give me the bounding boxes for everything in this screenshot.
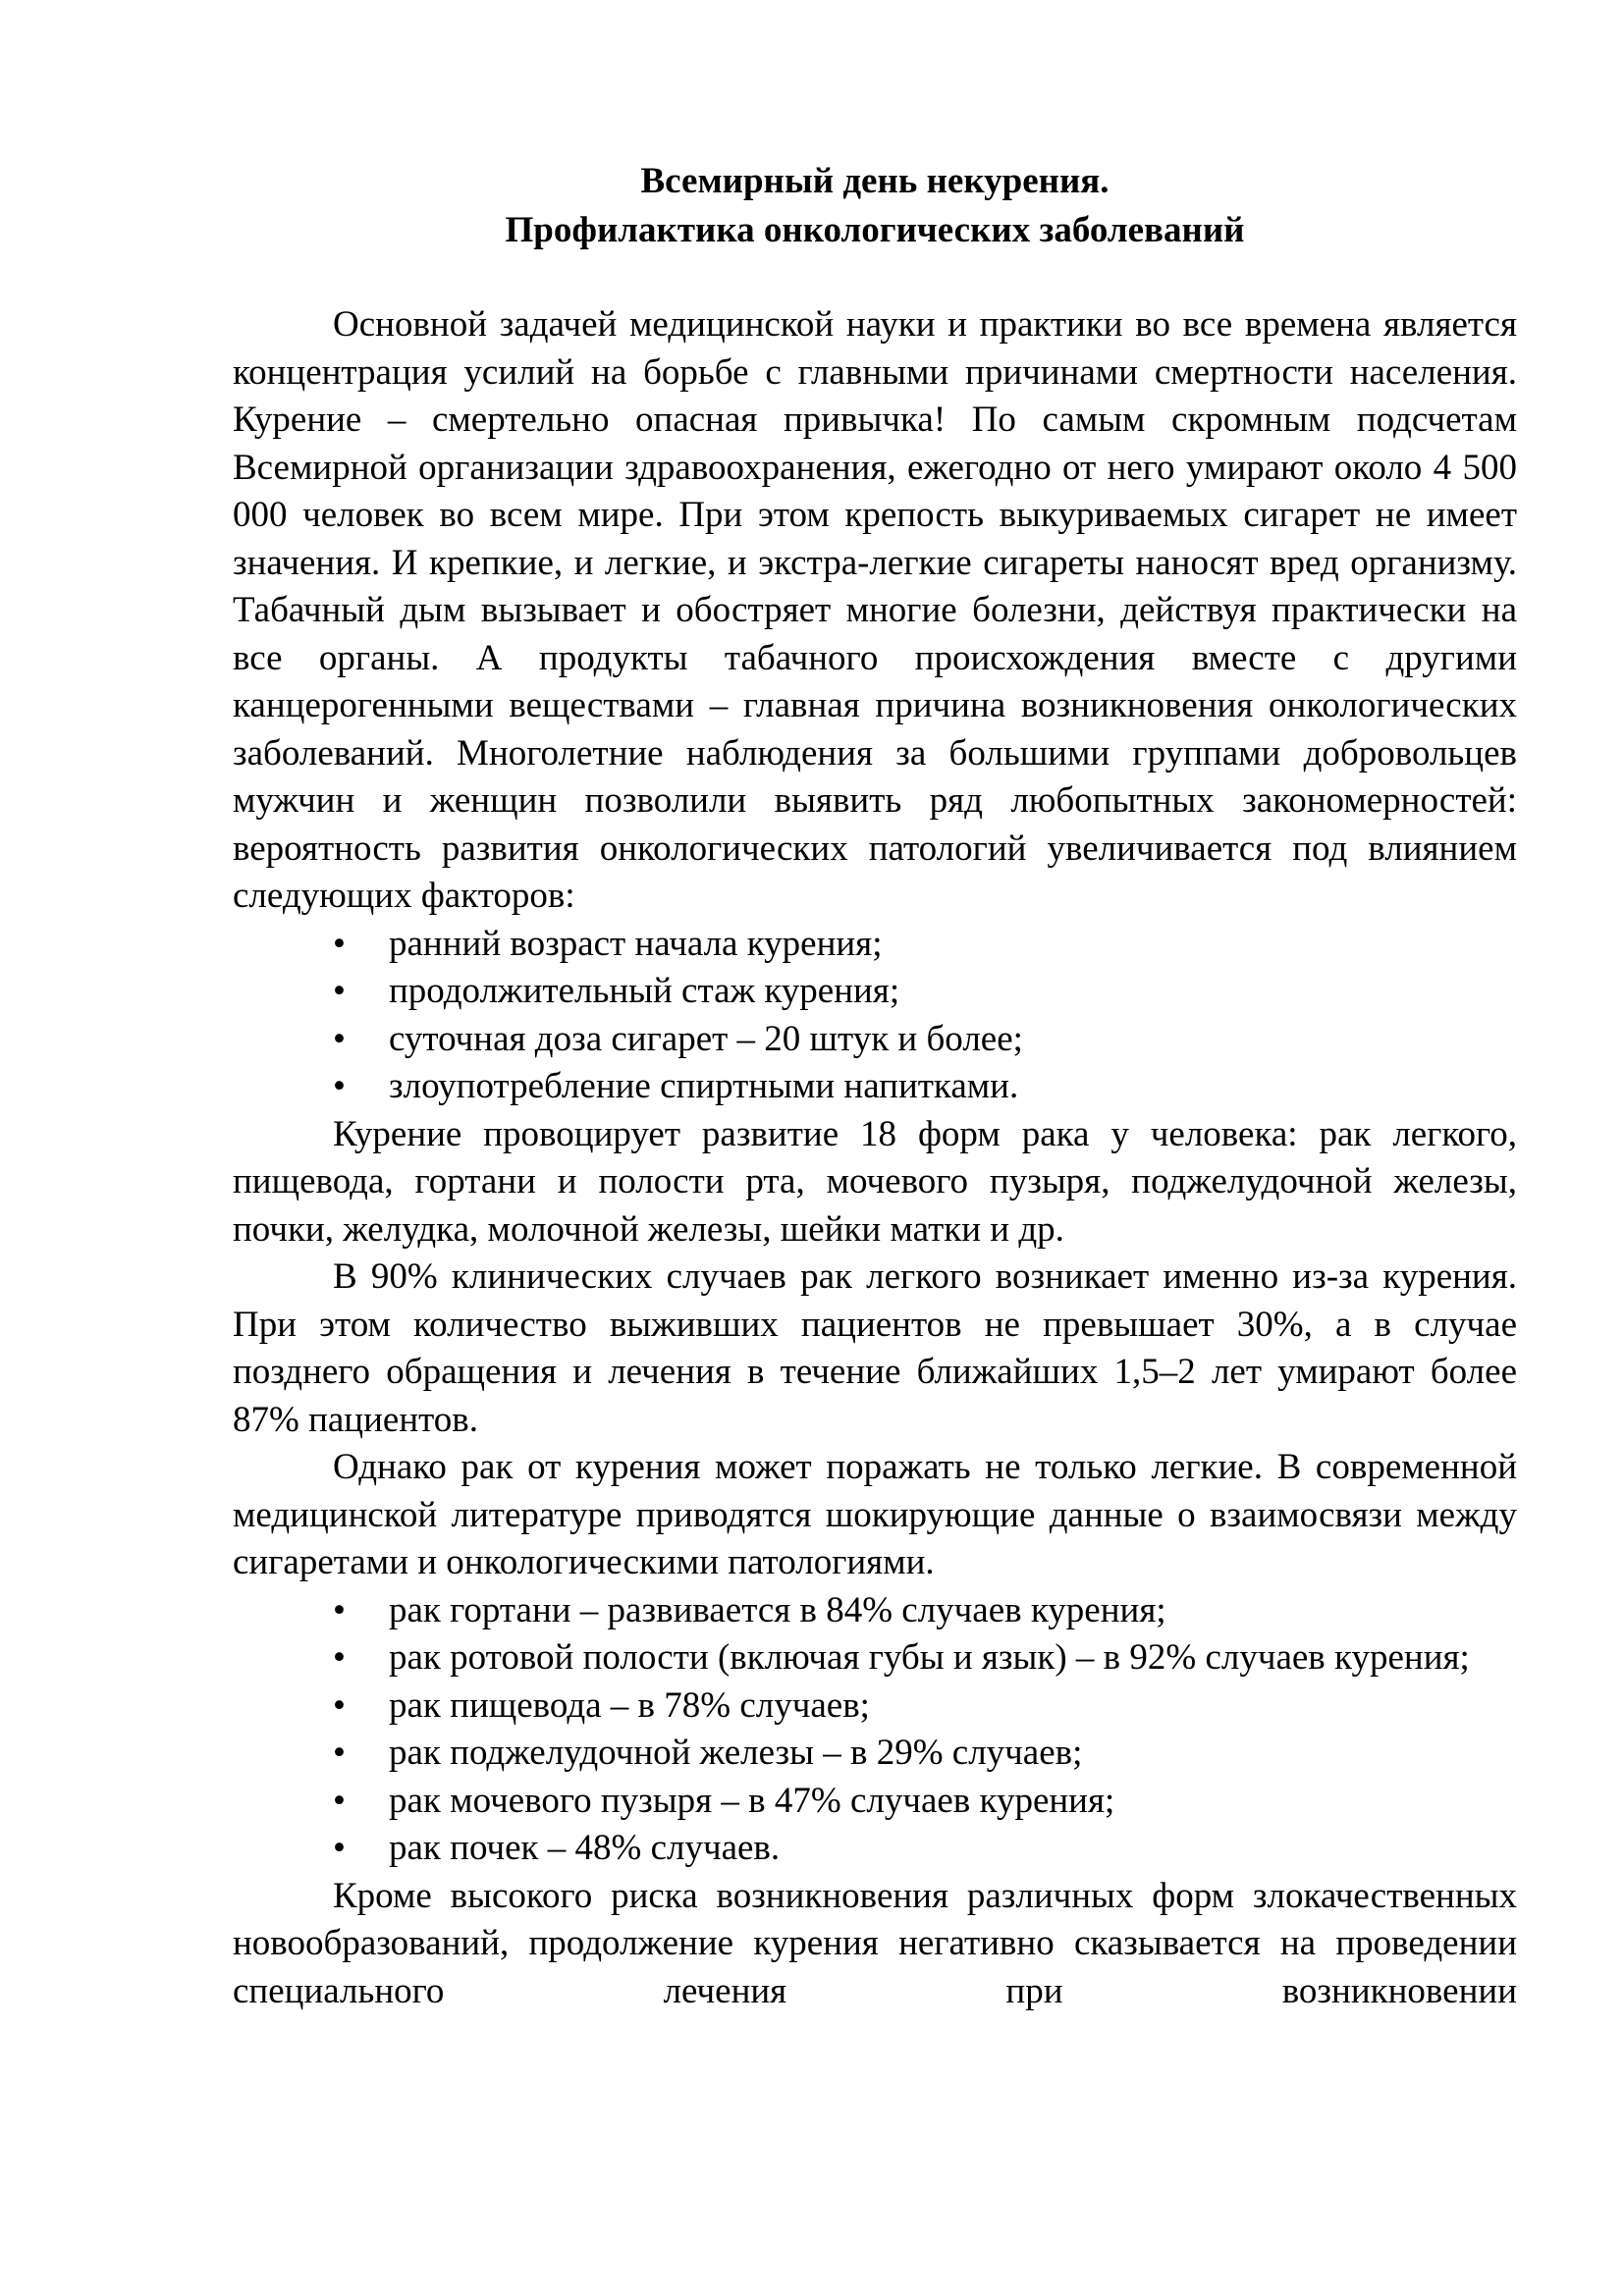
- list-item: [233, 1063, 1517, 1111]
- list-item-text: рак ротовой полости (включая губы и язык) – в 92% случаев курения;: [389, 1637, 1470, 1678]
- list-item-text: ранний возраст начала курения;: [389, 923, 883, 964]
- bullet-icon: •: [333, 971, 346, 1011]
- paragraph-intro: Основной задачей медицинской науки и практики во все времена является концентрация усилий на борьбе с главными причинами смертности населения. Курение – смертельно опасная привычка! По самым скромным подсчетам Всемирной организации здравоохранения, ежегодно от него умирают около 4 500 000 человек во всем мире. При этом крепость выкуриваемых сигарет не имеет значения. И крепкие, и легкие, и экстра-легкие сигареты наносят вред организму. Табачный дым вызывает и обостряет многие болезни, действуя практически на все органы. А продукты табачного происхождения вместе с другими канцерогенными веществами – главная причина возникновения онкологических заболеваний. Многолетние наблюдения за большими группами добровольцев мужчин и женщин позволили выявить ряд любопытных закономерностей: вероятность развития онкологических патологий увеличивается под влиянием следующих факторов:: [233, 304, 1517, 916]
- list-item: [233, 1730, 1517, 1778]
- paragraph-treatment: Кроме высокого риска возникновения различных форм злокачественных новообразований, продолжение курения негативно сказывается на проведении специального лечения при возникновении: [233, 1875, 1517, 2011]
- list-item: [233, 1016, 1517, 1064]
- bullet-icon: •: [333, 1589, 346, 1630]
- document-title-line1: Всемирный день некурения.: [640, 161, 1110, 201]
- list-item-text: суточная доза сигарет – 20 штук и более;: [389, 1018, 1023, 1059]
- list-item-text: рак поджелудочной железы – в 29% случаев;: [389, 1733, 1083, 1773]
- list-item-text: рак мочевого пузыря – в 47% случаев курения;: [389, 1780, 1115, 1821]
- list-item: [233, 968, 1517, 1016]
- paragraph-lung-cancer: В 90% клинических случаев рак легкого возникает именно из-за курения. При этом количество выживших пациентов не превышает 30%, а в случае позднего обращения и лечения в течение ближайших 1,5–2 лет умирают более 87% пациентов.: [233, 1256, 1517, 1440]
- list-item-text: рак пищевода – в 78% случаев;: [389, 1684, 870, 1726]
- list-item-text: рак гортани – развивается в 84% случаев курения;: [389, 1589, 1166, 1630]
- bullet-icon: •: [333, 1780, 346, 1821]
- list-item: [233, 1682, 1517, 1731]
- bullet-icon: •: [333, 1684, 346, 1726]
- list-item-text: продолжительный стаж курения;: [389, 971, 900, 1011]
- list-item: [233, 1587, 1517, 1635]
- paragraph-cancer-forms: Курение провоцирует развитие 18 форм рака у человека: рак легкого, пищевода, гортани и полости рта, мочевого пузыря, поджелудочной железы, почки, желудка, молочной железы, шейки матки и др.: [233, 1113, 1517, 1250]
- bullet-icon: •: [333, 1637, 346, 1678]
- list-item: [233, 1825, 1517, 1873]
- cancer-stats-list: [233, 1587, 1517, 1873]
- list-item-text: злоупотребление спиртными напитками.: [389, 1066, 1019, 1106]
- bullet-icon: •: [333, 923, 346, 964]
- bullet-icon: •: [333, 1018, 346, 1059]
- paragraph-other-cancers: Однако рак от курения может поражать не только легкие. В современной медицинской литературе приводятся шокирующие данные о взаимосвязи между сигаретами и онкологическими патологиями.: [233, 1447, 1517, 1582]
- title-spacer: [233, 255, 1517, 301]
- bullet-icon: •: [333, 1733, 346, 1773]
- document-title-line2: Профилактика онкологических заболеваний: [505, 210, 1245, 250]
- risk-factors-list: [233, 921, 1517, 1111]
- bullet-icon: •: [333, 1066, 346, 1106]
- list-item: [233, 921, 1517, 969]
- list-item-text: рак почек – 48% случаев.: [389, 1828, 781, 1868]
- list-item: [233, 1634, 1517, 1682]
- list-item: [233, 1778, 1517, 1826]
- bullet-icon: •: [333, 1828, 346, 1868]
- document-page: [233, 157, 1517, 2015]
